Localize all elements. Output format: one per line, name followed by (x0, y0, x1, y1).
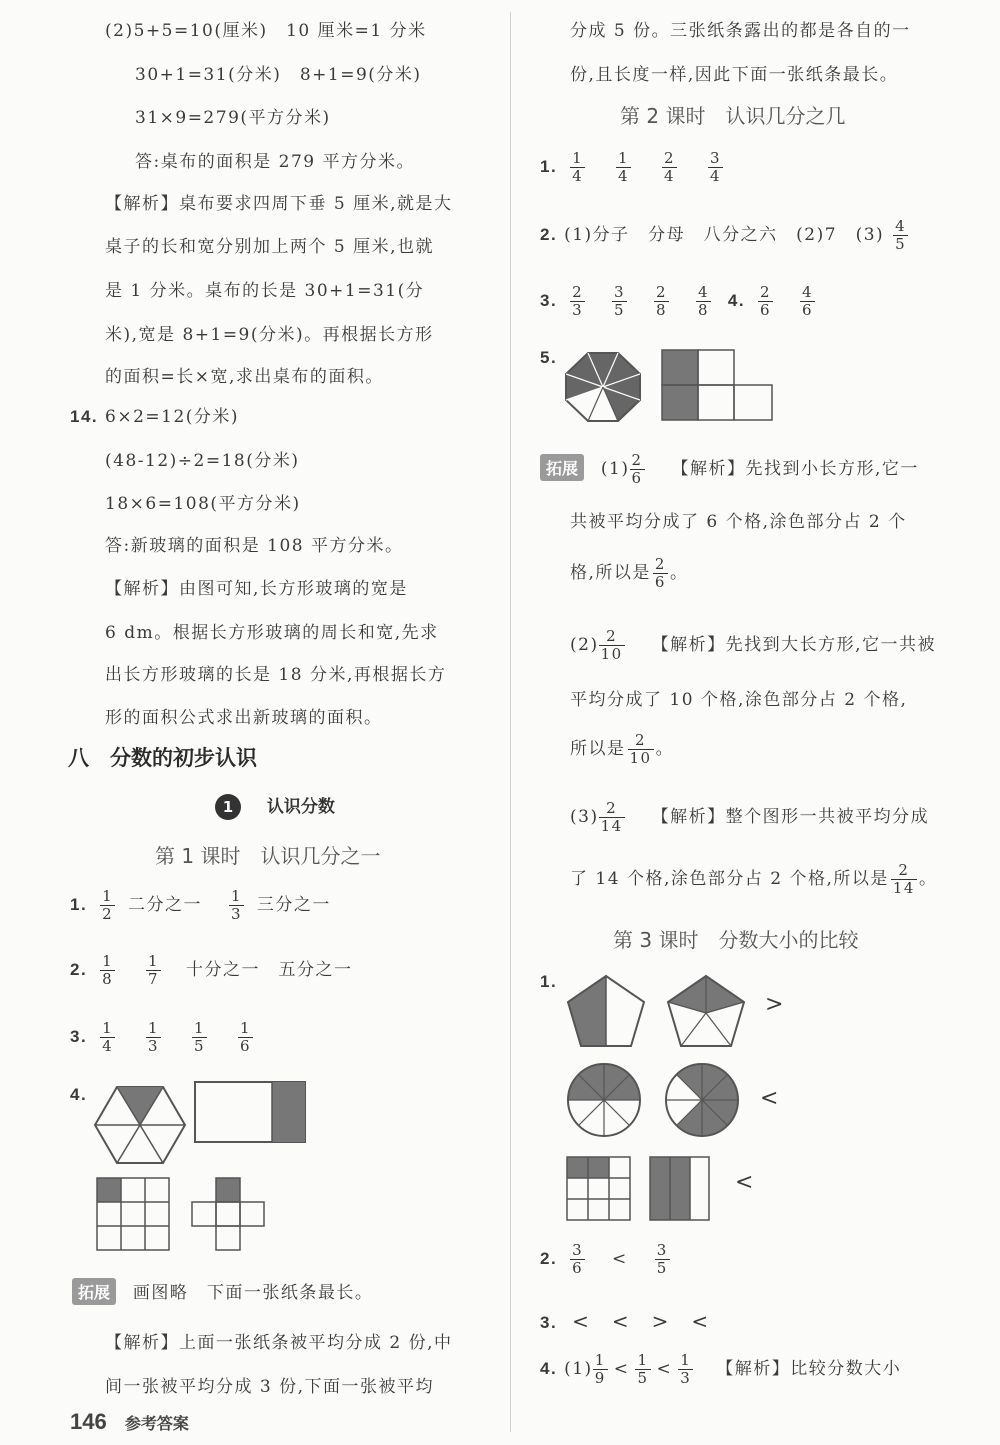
explanation-line: 【解析】上面一张纸条被平均分成 2 份,中 (105, 1333, 453, 1353)
explanation-line: 了 14 个格,涂色部分占 2 个格,所以是 $\frac{2}{14}$ 。 (570, 861, 938, 897)
circle-mostly-shaded-figure (665, 1063, 739, 1137)
fraction: $\frac{1}{3}$ (230, 887, 242, 923)
question-number: 4. (70, 1085, 88, 1104)
question-number: 14. (70, 407, 99, 426)
section-number: 1 (215, 794, 241, 820)
extension-badge: 拓展 (540, 454, 584, 481)
grid-3x3-figure (97, 1178, 169, 1250)
explanation-line: 是 1 分米。桌布的长是 30+1=31(分 (105, 281, 425, 301)
question-number: 2. (540, 225, 558, 244)
fraction: $\frac{1}{4}$ (102, 1019, 114, 1055)
extension-answer (72, 1278, 373, 1305)
footer-label: 参考答案 (124, 1414, 189, 1433)
explanation-line: 所以是 $\frac{2}{10}$ 。 (570, 731, 675, 767)
column-divider (510, 12, 511, 1432)
answer-line: 答:新玻璃的面积是 108 平方分米。 (105, 536, 404, 556)
question-number: 4. (540, 1359, 558, 1378)
fraction: $\frac{1}{5}$ (194, 1019, 206, 1055)
explanation-text: 【解析】比较分数大小 (716, 1359, 902, 1379)
answer-line: 31×9=279(平方分米) (135, 108, 331, 128)
fraction: $\frac{2}{10}$ (600, 627, 623, 663)
fraction-reading: 二分之一 (128, 895, 203, 915)
explanation-line: 的面积=长×宽,求出桌布的面积。 (105, 367, 384, 387)
fraction: $\frac{1}{3}$ (148, 1019, 160, 1055)
fraction: $\frac{2}{6}$ (654, 555, 666, 591)
explanation-text: 【解析】先找到小长方形,它一 (671, 459, 919, 479)
fraction: $\frac{1}{3}$ (680, 1351, 692, 1387)
answer-line: (48-12)÷2=18(分米) (105, 451, 300, 471)
fraction: $\frac{3}{5}$ (656, 1241, 668, 1277)
fraction: $\frac{2}{3}$ (572, 283, 584, 319)
explanation-line: 【解析】桌布要求四周下垂 5 厘米,就是大 (105, 194, 453, 214)
lesson2-question-2 (540, 218, 914, 253)
comparison-symbol: < (613, 1359, 630, 1379)
extension-text: 画图略 下面一张纸条最长。 (132, 1283, 374, 1303)
explanation-line: 间一张被平均分成 3 份,下面一张被平均 (105, 1377, 435, 1397)
question-number: 2. (540, 1249, 558, 1268)
lesson3-question-1 (540, 972, 557, 992)
question-number: 1. (540, 157, 558, 176)
lesson1-question-2 (70, 953, 353, 988)
answer-line: 答:桌布的面积是 279 平方分米。 (135, 152, 415, 172)
question-number: 2. (70, 960, 88, 979)
explanation-line: 份,且长度一样,因此下面一张纸条最长。 (570, 65, 899, 85)
lesson3-question-3 (540, 1305, 710, 1334)
explanation-line: 出长方形玻璃的长是 18 分米,再根据长方 (105, 665, 447, 685)
lesson-title: 第 1 课时 认识几分之一 (155, 844, 381, 868)
l-shape-grid-figure (662, 350, 774, 420)
fraction: $\frac{1}{7}$ (148, 952, 160, 988)
section-header (215, 792, 335, 820)
lesson3-question-2 (540, 1242, 676, 1277)
lesson-title: 第 3 课时 分数大小的比较 (613, 928, 859, 952)
fraction: $\frac{4}{6}$ (801, 283, 813, 319)
extension-item-2: (2) $\frac{2}{10}$ 【解析】先找到大长方形,它一共被 (570, 627, 936, 663)
comparison-answers: < < > < (572, 1309, 710, 1333)
grid-quarter-shaded-figure (567, 1157, 631, 1221)
fraction-reading: 三分之一 (256, 895, 331, 915)
lesson1-question-1 (70, 888, 331, 923)
fraction: $\frac{3}{5}$ (614, 283, 626, 319)
pentagon-half-figure (567, 975, 645, 1047)
lesson3-question-4: 4. (1) $\frac{1}{9}$ < $\frac{1}{5}$ < $\frac{1}{3}$ 【解析】比较分数大小 (540, 1351, 902, 1387)
lesson2-question-1 (540, 150, 729, 185)
question-number: 3. (70, 1027, 88, 1046)
fraction: $\frac{1}{4}$ (572, 149, 584, 185)
comparison-symbol: < (612, 1249, 628, 1269)
cross-net-figure (192, 1178, 264, 1250)
explanation-line: 【解析】由图可知,长方形玻璃的宽是 (105, 579, 408, 599)
fraction: $\frac{3}{6}$ (572, 1241, 584, 1277)
fraction: $\frac{1}{8}$ (102, 952, 114, 988)
fraction: $\frac{2}{4}$ (664, 149, 676, 185)
answer-text: (1)分子 分母 八分之六 (2)7 (3) (564, 225, 885, 245)
fraction: $\frac{4}{8}$ (697, 283, 709, 319)
circle-eighths-figure (567, 1063, 641, 1137)
lesson1-question-3 (70, 1020, 259, 1055)
extension-item-1: 拓展 (1) $\frac{2}{6}$ 【解析】先找到小长方形,它一 (540, 452, 919, 487)
lesson2-question-5 (540, 348, 557, 368)
octagon-figure (565, 352, 641, 422)
explanation-line: 米),宽是 8+1=9(分米)。再根据长方形 (105, 325, 434, 345)
explanation-line: 分成 5 份。三张纸条露出的都是各自的一 (570, 21, 911, 41)
page-number: 146 (70, 1409, 107, 1434)
comparison-symbol: > (765, 992, 784, 1017)
fraction: $\frac{2}{8}$ (656, 283, 668, 319)
fraction-reading: 十分之一 五分之一 (186, 960, 353, 980)
fraction: $\frac{1}{9}$ (594, 1351, 606, 1387)
answer-line: 30+1=31(分米) 8+1=9(分米) (135, 65, 422, 85)
question-number: 5. (540, 348, 558, 367)
fraction: $\frac{4}{5}$ (895, 217, 907, 253)
comparison-symbol: < (735, 1170, 754, 1195)
fraction: $\frac{2}{14}$ (600, 799, 623, 835)
section-title: 认识分数 (266, 797, 335, 817)
explanation-line: 形的面积公式求出新玻璃的面积。 (105, 708, 383, 728)
question-number: 4. (727, 291, 746, 310)
question-14 (70, 402, 239, 427)
fraction: $\frac{1}{5}$ (637, 1351, 649, 1387)
lesson1-question-4 (70, 1085, 87, 1105)
answer-line: (2)5+5=10(厘米) 10 厘米=1 分米 (105, 21, 427, 41)
pentagon-fifths-figure (667, 975, 745, 1047)
comparison-symbol: < (656, 1359, 673, 1379)
question-number: 1. (70, 895, 88, 914)
explanation-line: 桌子的长和宽分别加上两个 5 厘米,也就 (105, 237, 435, 257)
explanation-line: 共被平均分成了 6 个格,涂色部分占 2 个 (570, 512, 907, 532)
comparison-symbol: < (760, 1086, 779, 1111)
explanation-line: 平均分成了 10 个格,涂色部分占 2 个格, (570, 690, 908, 710)
lesson-title: 第 2 课时 认识几分之几 (620, 104, 846, 128)
fraction: $\frac{2}{14}$ (892, 861, 915, 897)
fraction: $\frac{1}{2}$ (102, 887, 114, 923)
question-number: 3. (540, 291, 558, 310)
fraction: $\frac{2}{6}$ (760, 283, 772, 319)
fraction: $\frac{3}{4}$ (709, 149, 721, 185)
lesson2-questions-3-4 (540, 284, 821, 319)
fraction: $\frac{2}{6}$ (631, 451, 643, 487)
explanation-text: 【解析】整个图形一共被平均分成 (651, 807, 930, 827)
question-number: 3. (540, 1313, 558, 1332)
extension-item-3: (3) $\frac{2}{14}$ 【解析】整个图形一共被平均分成 (570, 799, 930, 835)
page-footer (70, 1409, 189, 1435)
answer-line: 18×6=108(平方分米) (105, 494, 301, 514)
extension-badge: 拓展 (72, 1278, 116, 1305)
explanation-text: 【解析】先找到大长方形,它一共被 (651, 635, 936, 655)
fraction: $\frac{1}{4}$ (618, 149, 630, 185)
rectangle-strip-figure (195, 1082, 305, 1142)
unit-title: 八 分数的初步认识 (68, 746, 257, 770)
explanation-line: 格,所以是 $\frac{2}{6}$ 。 (570, 555, 689, 591)
answer-text: 6×2=12(分米) (105, 407, 240, 427)
strip-thirds-figure (650, 1157, 710, 1221)
fraction: $\frac{1}{6}$ (239, 1019, 251, 1055)
explanation-line: 6 dm。根据长方形玻璃的周长和宽,先求 (105, 623, 439, 643)
hexagon-triangles-figure (95, 1085, 185, 1165)
fraction: $\frac{2}{10}$ (629, 731, 652, 767)
question-number: 1. (540, 972, 558, 991)
